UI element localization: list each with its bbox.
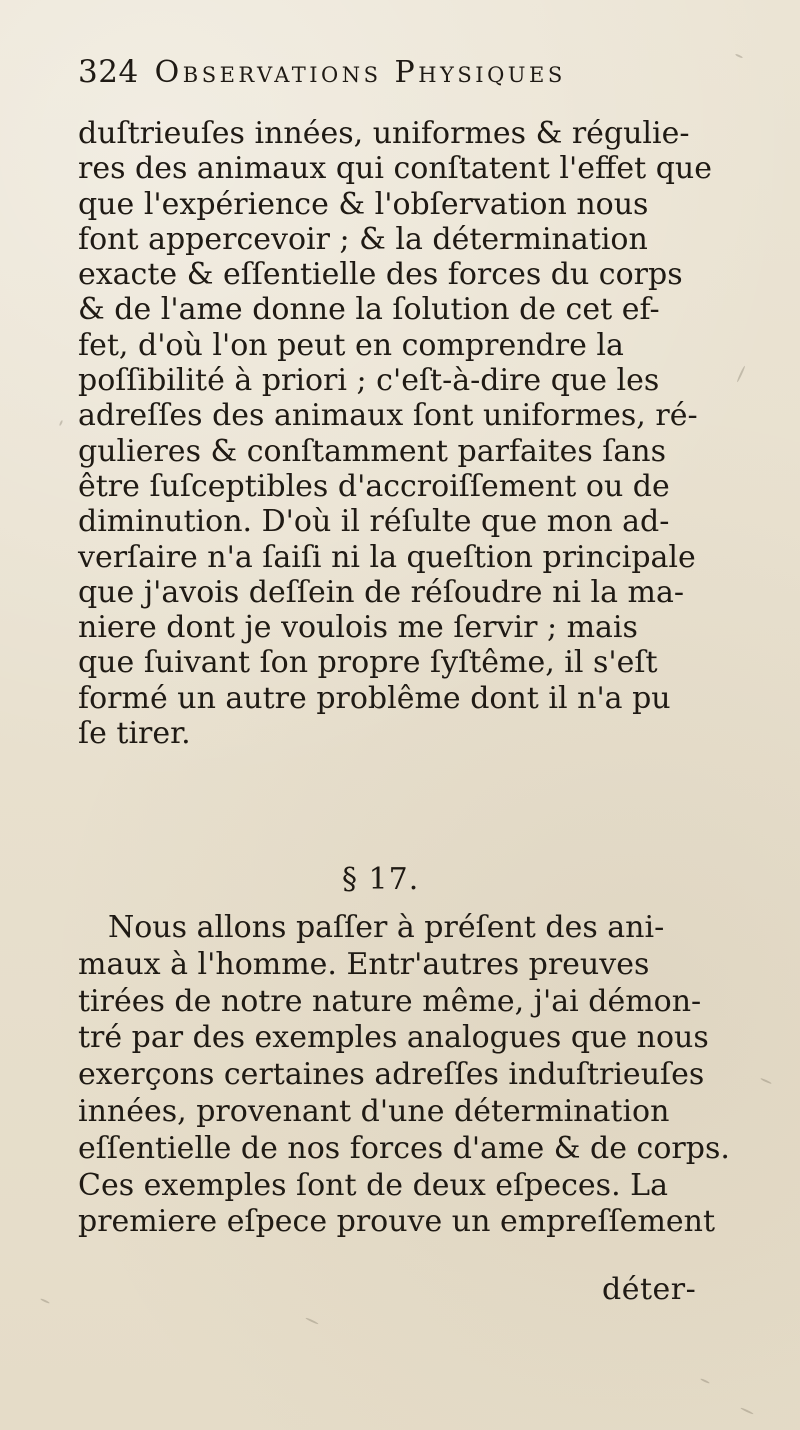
text-line: poſſibilité à priori ; c'eſt-à-dire que les — [78, 363, 660, 399]
text-line: que ſuivant ſon propre ſyſtême, il s'eſt — [78, 645, 658, 681]
text-line: exerçons certaines adreſſes induſtrieuſes — [78, 1057, 705, 1093]
section-heading: § 17. — [342, 862, 420, 897]
text-line: exacte & eſſentielle des forces du corps — [78, 257, 683, 293]
text-line: Nous allons paſſer à préſent des ani- — [108, 910, 665, 945]
text-line: ſe tirer. — [78, 716, 191, 752]
text-line: niere dont je voulois me ſervir ; mais — [78, 610, 638, 646]
paper-speck — [305, 1317, 319, 1325]
text-line: fet, d'où l'on peut en comprendre la — [78, 327, 624, 363]
text-line: font appercevoir ; & la détermination — [78, 221, 648, 257]
text-line: premiere eſpece prouve un empreſſement — [78, 1204, 716, 1240]
text-line: duſtrieuſes innées, uniformes & régulie- — [78, 116, 690, 151]
catchword: déter- — [602, 1272, 697, 1307]
text-line: & de l'ame donne la ſolution de cet ef- — [78, 292, 660, 328]
paragraph-2 — [78, 910, 730, 1241]
text-line: que j'avois deſſein de réſoudre ni la ma- — [78, 574, 685, 610]
text-line: que l'expérience & l'obſervation nous — [78, 186, 649, 222]
text-line: res des animaux qui conſtatent l'effet que — [78, 151, 712, 187]
text-line: être ſuſceptibles d'accroiſſement ou de — [78, 468, 670, 504]
paper-speck — [59, 420, 63, 426]
paper-speck — [735, 53, 743, 58]
running-head: Observations Physiques — [154, 55, 566, 90]
paper-speck — [740, 1407, 754, 1415]
text-line: gulieres & conſtamment parfaites ſans — [78, 433, 666, 469]
paper-speck — [736, 365, 745, 382]
text-line: diminution. D'où il réſulte que mon ad- — [78, 504, 670, 540]
text-line: adreſſes des animaux ſont uniformes, ré- — [78, 398, 698, 434]
page-number: 324 — [78, 54, 139, 90]
text-line: maux à l'homme. Entr'autres preuves — [78, 946, 650, 982]
page-header — [78, 44, 718, 100]
text-line: innées, provenant d'une détermination — [78, 1093, 670, 1129]
paper-speck — [760, 1078, 772, 1085]
text-line: verſaire n'a ſaiſi ni la queſtion principale — [78, 539, 696, 575]
text-line: Ces exemples ſont de deux eſpeces. La — [78, 1167, 668, 1203]
text-line: eſſentielle de nos forces d'ame & de corps. — [78, 1130, 730, 1166]
text-line: tré par des exemples analogues que nous — [78, 1020, 709, 1056]
paper-speck — [700, 1378, 710, 1384]
text-line: formé un autre problême dont il n'a pu — [78, 680, 671, 716]
paragraph-1 — [78, 116, 710, 751]
paper-speck — [40, 1298, 50, 1304]
text-line: tirées de notre nature même, j'ai démon- — [78, 983, 702, 1019]
